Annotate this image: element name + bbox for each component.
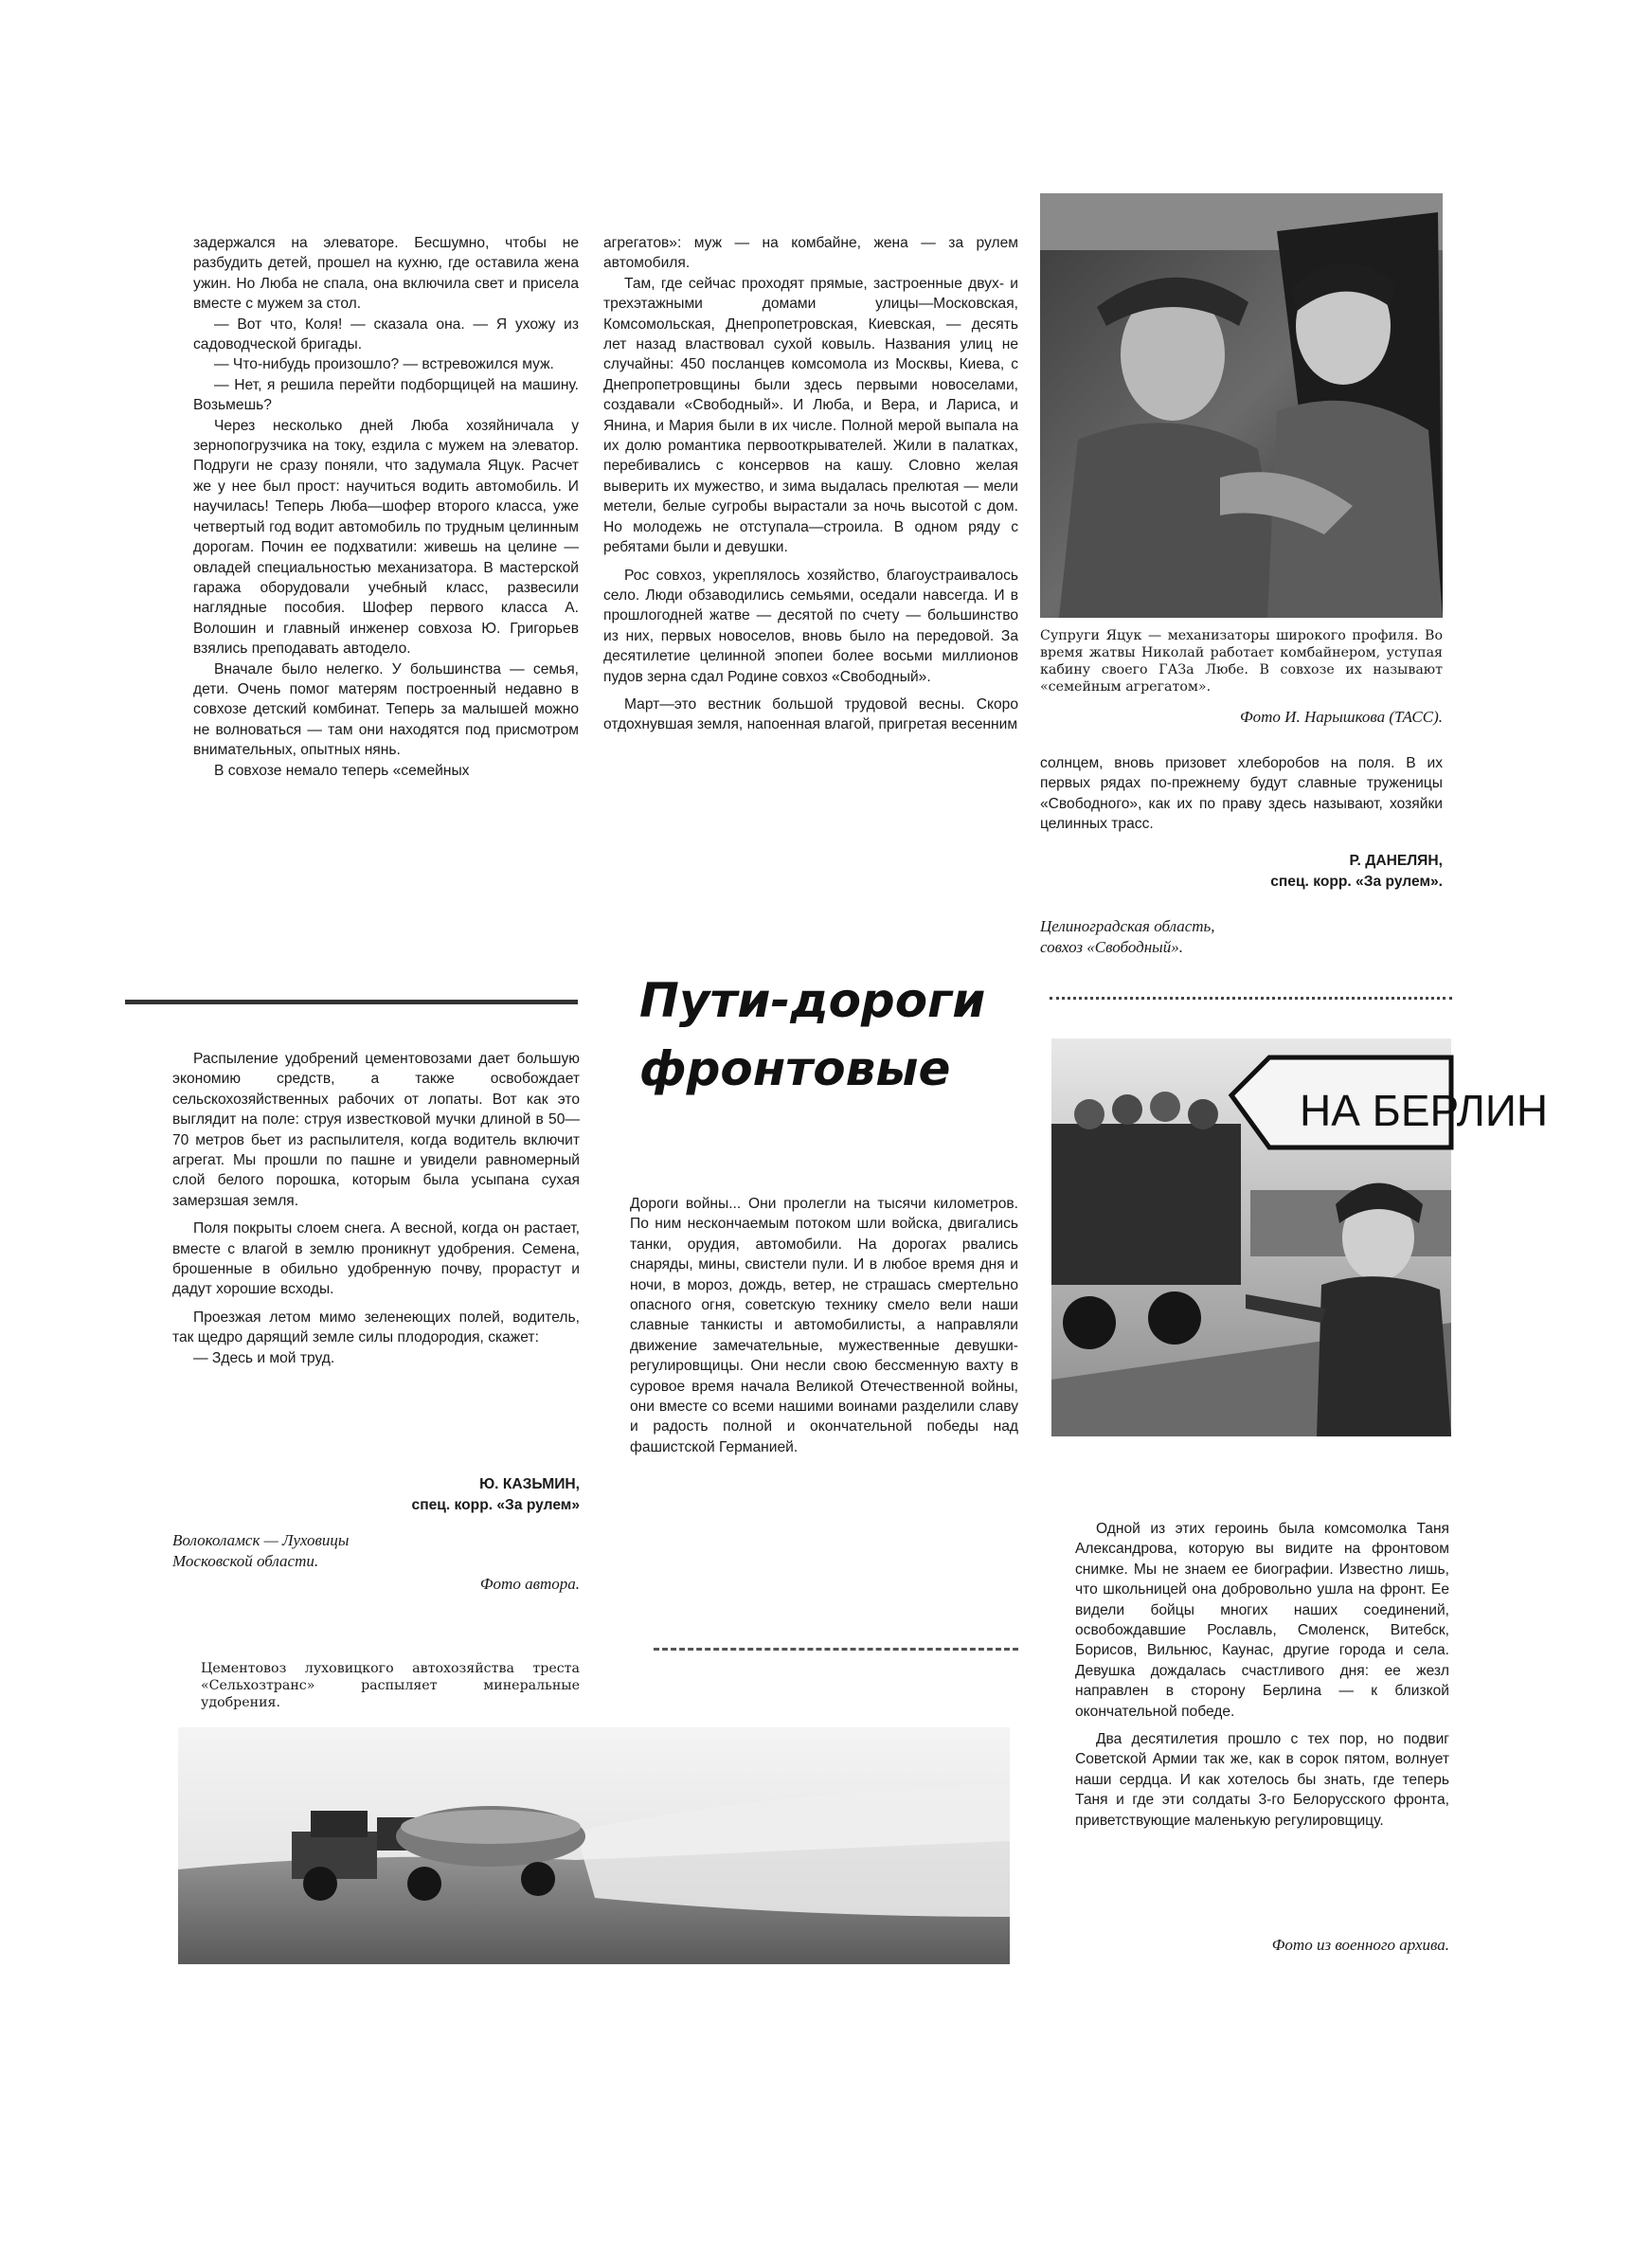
paragraph: Рос совхоз, укреплялось хозяйство, благоустраивалось село. Люди обзаводились семьями, оседали навсегда. И в прошлогодней жатве — десятой по счету — большинство из них, первых новоселов, вновь было на передовой. За десятилетие целинной эпопеи более восьми миллионов пудов зерна сдал Родине совхоз «Свободный».	[603, 567, 1018, 685]
photo1-credit: Фото И. Нарышкова (ТАСС).	[1239, 708, 1443, 726]
dateline-2a: Волоколамск — Луховицы	[172, 1531, 350, 1549]
headline-line-1: Пути-дороги	[639, 973, 986, 1028]
headline	[639, 966, 1018, 1103]
signature-name-1: Р. ДАНЕЛЯН,	[1349, 853, 1443, 869]
paragraph: Через несколько дней Люба хозяйничала у зернопогрузчика на току, ездила с мужем на элеватор. Подруги не сразу поняли, что задумала Яцук. Расчет же у нее был прост: научиться водить автомобиль. И научилась! Теперь Люба—шофер второго класса, уже четвертый год водит автомобиль по трудным целинным дорогам. Почин ее подхватили: живешь на целине — овладей специальностью механизатора. В мастерской гаража оборудовали учебный класс, развесили наглядные пособия. Шофер первого класса А. Волошин и главный инженер совхоза Ю. Григорьев взялись преподавать автодело.	[193, 417, 579, 658]
headline-line-2: фронтовые	[639, 1041, 951, 1096]
dateline-1a: Целиноградская область,	[1040, 917, 1215, 935]
paragraph: — Нет, я решила перейти подборщицей на машину. Возьмешь?	[193, 376, 579, 414]
caption-text: Цементовоз луховицкого автохозяйства треста «Сельхозтранс» распыляет минеральные удобрения.	[201, 1661, 580, 1710]
paragraph: Распыление удобрений цементовозами дает большую экономию средств, а также освобождает сельскохозяйственных рабочих от лопаты. Вот как это выглядит на поле: струя известковой мучки длиной в 50—70 метров бьет из распылителя, когда водитель включит агрегат. Мы прошли по пашне и увидели равномерный слой белого порошка, которым была усыпана сухая замерзшая земля.	[172, 1051, 580, 1209]
article-1-column-2	[603, 233, 1018, 735]
article-3-text	[630, 1194, 1018, 1457]
paragraph: Там, где сейчас проходят прямые, застроенные двух- и трехэтажными домами улицы—Московская, Комсомольская, Днепропетровская, Киевская, — десять лет назад властвовал сухой ковыль. Названия улиц не случайны: 450 посланцев комсомола из Москвы, Киева, с Днепропетровщины были здесь первыми новоселами, создавали «Свободный». И Люба, и Вера, и Лариса, и Янина, и Мария были в их числе. Полной мерой выпала на их долю романтика первооткрывателей. Жили в палатках, перебивались с консервов на кашу. Словно желая выверить их мужество, и зима выдалась прелютая — мели метели, белые сугробы вырастали за ночь высотой с дом. Но молодежь не отступала—строила. В одном ряду с ребятами были и девушки.	[603, 275, 1018, 556]
signature-role-2: спец. корр. «За рулем»	[411, 1497, 580, 1513]
paragraph: Поля покрыты слоем снега. А весной, когда он растает, вместе с влагой в землю проникнут удобрения. Семена, брошенные в обильно удобренную почву, прорастут и дадут хорошие всходы.	[172, 1220, 580, 1298]
paragraph: Одной из этих героинь была комсомолка Таня Александрова, которую вы видите на фронтовом снимке. Мы не знаем ее биографии. Известно лишь, что школьницей она добровольно ушла на фронт. Ее видели бойцы многих наших соединений, освобождавшие Рославль, Смоленск, Витебск, Борисов, Вильнюс, Каунас, другие города и села. Девушка дождалась счастливого дня: ее жезл направлен в сторону Берлина — к близкой окончательной победе.	[1075, 1521, 1449, 1720]
section-divider-center	[654, 1648, 1018, 1651]
caption-text: Супруги Яцук — механизаторы широкого профиля. Во время жатвы Николай работает комбайнером, уступая кабину своего ГАЗа Любе. В совхозе их называют «семейным агрегатом».	[1040, 628, 1443, 695]
paragraph: — Здесь и мой труд.	[193, 1349, 335, 1366]
article-3-continued	[1075, 1519, 1449, 1831]
paragraph: солнцем, вновь призовет хлеборобов на поля. В их первых рядах по-прежнему будут славные труженицы «Свободного», как их по праву здесь называют, хозяйки целинных трасс.	[1040, 755, 1443, 833]
photo2-credit: Фото автора.	[479, 1575, 580, 1593]
sign-label: НА БЕРЛИН	[1300, 1086, 1549, 1135]
paragraph: — Что-нибудь произошло? — встревожился муж.	[214, 356, 554, 373]
paragraph: Март—это вестник большой трудовой весны. Скоро отдохнувшая земля, напоенная влагой, пригретая весенним	[603, 695, 1018, 733]
paragraph: Дороги войны... Они пролегли на тысячи километров. По ним нескончаемым потоком шли войска, двигались танки, орудия, автомобили. На дорогах рвались снаряды, мины, свистели пули. И в любое время дня и ночи, в мороз, дождь, ветер, не страшась смертельно опасного огня, советскую технику смело вели наши славные танкисты и автомобилисты, а направляли движение замечательные, мужественные девушки-регулировщицы. Они несли свою бессменную вахту в суровое время начала Великой Отечественной войны, они вместе со всеми нашими воинами разделили славу и радость полной и окончательной победы над фашистской Германией.	[630, 1196, 1018, 1455]
paragraph: агрегатов»: муж — на комбайне, жена — за рулем автомобиля.	[603, 235, 1018, 272]
section-divider-left	[125, 1000, 578, 1004]
photo-traffic-controller	[1051, 1038, 1549, 1436]
dateline-2b: Московской области.	[172, 1552, 319, 1570]
paragraph: задержался на элеваторе. Бесшумно, чтобы не разбудить детей, прошел на кухню, где оставила жена ужин. Но Люба не спала, она включила свет и присела вместе с мужем за стол.	[193, 235, 579, 313]
article-1-column-1	[193, 233, 579, 781]
paragraph: Вначале было нелегко. У большинства — семья, дети. Очень помог матерям построенный недавно в совхозе детский комбинат. Теперь за малышей можно не волноваться — там они находятся под присмотром внимательных, опытных нянь.	[193, 660, 579, 759]
photo-cement-truck	[178, 1727, 1010, 1964]
dateline-1b: совхоз «Свободный».	[1040, 938, 1183, 956]
paragraph: В совхозе немало теперь «семейных	[214, 762, 470, 779]
signature-name-2: Ю. КАЗЬМИН,	[479, 1476, 580, 1492]
paragraph: Проезжая летом мимо зеленеющих полей, водитель, так щедро дарящий земле силы плодородия, скажет:	[172, 1309, 580, 1346]
photo-couple-at-truck	[1040, 193, 1443, 618]
photo3-caption	[201, 1660, 580, 1711]
photo4-credit: Фото из военного архива.	[1271, 1936, 1449, 1954]
article-2-text	[172, 1049, 580, 1368]
paragraph: — Вот что, Коля! — сказала она. — Я ухожу из садоводческой бригады.	[193, 316, 579, 353]
signature-role-1: спец. корр. «За рулем».	[1270, 874, 1443, 890]
section-divider-right	[1050, 997, 1452, 1000]
photo1-caption	[1040, 627, 1443, 695]
article-1-column-3	[1040, 753, 1443, 835]
paragraph: Два десятилетия прошло с тех пор, но подвиг Советской Армии так же, как в сорок пятом, волнует наши сердца. И как хотелось бы знать, где теперь Таня и где эти солдаты 3-го Белорусского фронта, приветствующие маленькую регулировщицу.	[1075, 1731, 1449, 1829]
